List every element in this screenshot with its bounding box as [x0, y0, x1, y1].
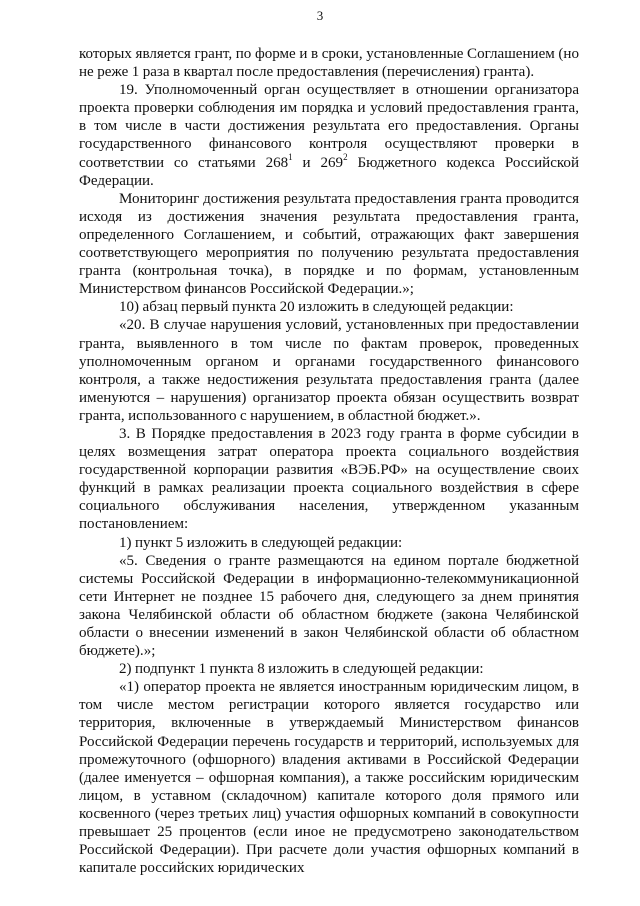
- paragraph: 19. Уполномоченный орган осуществляет в отношении организатора проекта проверки соблюдения им порядка и условий предоставления гранта, в том числе в части достижения результата его предоставления. Органы государственного финансового контроля осуществляют проверки в соответствии со статьями $268^1$ и $269^2$ Бюджетного кодекса Российской Федерации.: [79, 82, 579, 189]
- body-text: [79, 45, 579, 877]
- footnote-superscript: 1: [288, 151, 293, 162]
- paragraph: 3. В Порядке предоставления в 2023 году гранта в форме субсидии в целях возмещения затрат оператора проекта социального воздействия государственной корпорации развития «ВЭБ.РФ» на осуществление своих функций в рамках реализации проекта социального воздействия в сфере социального обслуживания населения, утвержденном указанным постановлением:: [79, 425, 579, 533]
- paragraph: 10) абзац первый пункта 20 изложить в следующей редакции:: [119, 299, 514, 316]
- paragraph: Мониторинг достижения результата предоставления гранта проводится исходя из достижения значения результата предоставления гранта, определенного Соглашением, и событий, отражающих факт завершения соответствующего мероприятия по получению результата предоставления гранта (контрольная точка), в порядке и по формам, установленным Министерством финансов Российской Федерации.»;: [79, 190, 579, 298]
- paragraph: «20. В случае нарушения условий, установленных при предоставлении гранта, выявленного в том числе по фактам проверок, проведенных уполномоченным органом и органами государственного финансового контроля, а также недостижения результата предоставления гранта (далее именуются – нарушения) организатор проекта обязан осуществить возврат гранта, использованного с нарушением, в областной бюджет.».: [79, 317, 579, 424]
- paragraph: «5. Сведения о гранте размещаются на едином портале бюджетной системы Российской Федерации в информационно-телекоммуникационной сети Интернет не позднее 15 рабочего дня, следующего за днем принятия закона Челябинской области об областном бюджете (закона Челябинской области о внесении изменений в закон Челябинской области об областном бюджете).»;: [79, 552, 579, 660]
- paragraph: 2) подпункт 1 пункта 8 изложить в следующей редакции:: [119, 661, 484, 678]
- footnote-superscript: 2: [343, 151, 348, 162]
- page-number: 3: [316, 8, 324, 23]
- paragraph: 1) пункт 5 изложить в следующей редакции:: [119, 534, 403, 551]
- paragraph: «1) оператор проекта не является иностранным юридическим лицом, в том числе местом регистрации которого является государство или территория, включенные в утверждаемый Министерством финансов Российской Федерации перечень государств и территорий, используемых для промежуточного (офшорного) владения активами в Российской Федерации (далее именуется – офшорная компания), а также российским юридическим лицом, в уставном (складочном) капитале которого доля прямого или косвенного (через третьих лиц) участия офшорных компаний в совокупности превышает 25 процентов (если иное не предусмотрено законодательством Российской Федерации). При расчете доли участия офшорных компаний в капитале российских юридических: [79, 679, 579, 877]
- paragraph: которых является грант, по форме и в сроки, установленные Соглашением (но не реже 1 раза в квартал после предоставления (перечисления) гранта).: [79, 46, 579, 81]
